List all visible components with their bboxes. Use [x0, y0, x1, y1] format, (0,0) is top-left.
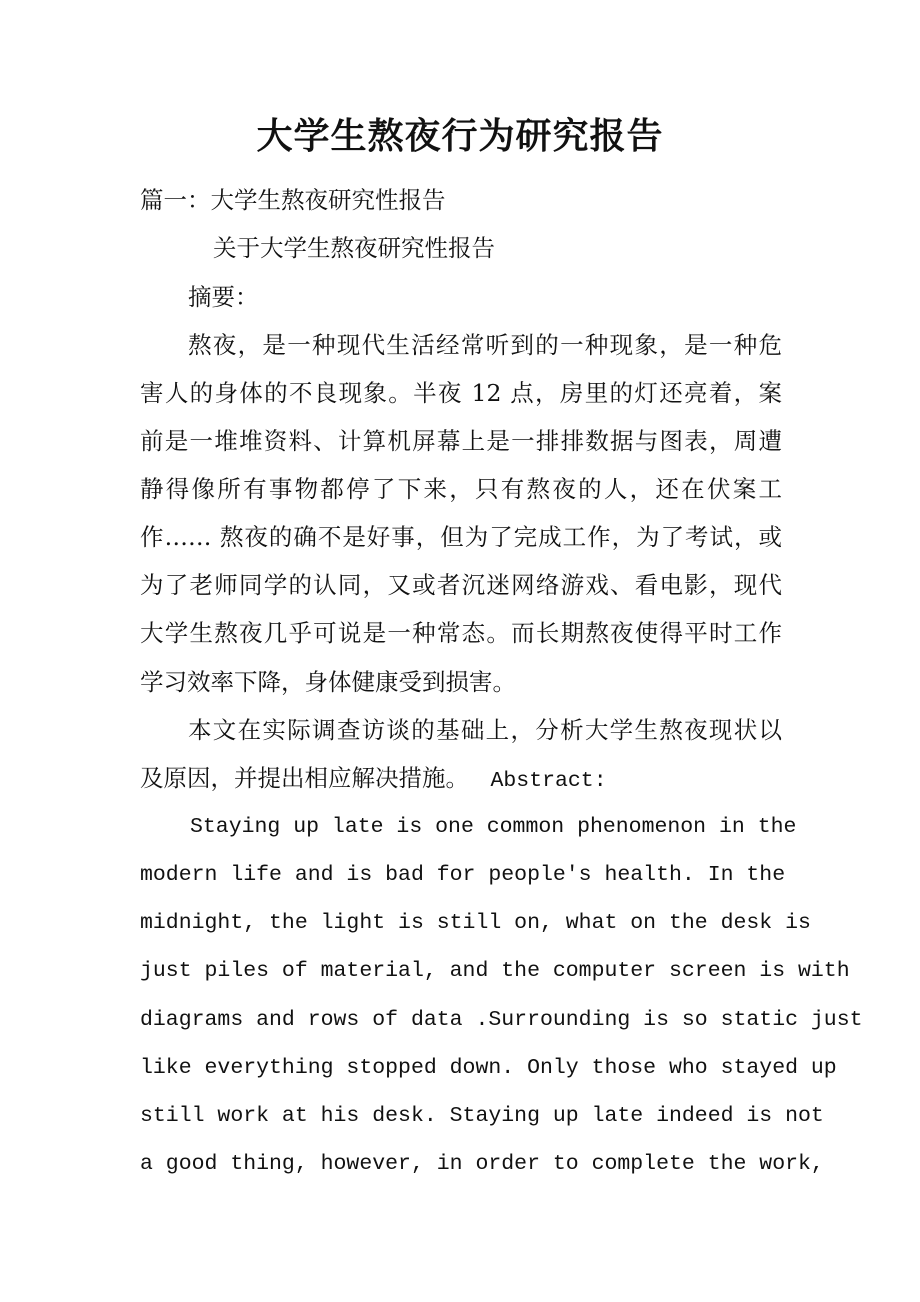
cn-para2-text: 及原因，并提出相应解决措施。 [140, 764, 469, 792]
section-heading: 篇一：大学生熬夜研究性报告 [140, 186, 446, 214]
en-abstract-line: a good thing, however, in order to complete the work, [140, 1152, 824, 1176]
cn-para1-line: 为了老师同学的认同，又或者沉迷网络游戏、看电影，现代 [140, 571, 782, 599]
cn-para1-line: 静得像所有事物都停了下来，只有熬夜的人，还在伏案工 [140, 475, 782, 503]
abstract-label: 摘要： [188, 283, 259, 311]
cn-para1-line: 熬夜，是一种现代生活经常听到的一种现象，是一种危 [188, 331, 782, 359]
report-subtitle: 关于大学生熬夜研究性报告 [213, 234, 495, 262]
en-abstract-line: like everything stopped down. Only those who stayed up [140, 1056, 837, 1080]
en-abstract-line: Staying up late is one common phenomenon in the [190, 815, 797, 839]
cn-para2-line: 本文在实际调查访谈的基础上，分析大学生熬夜现状以 [188, 716, 782, 744]
cn-para2-line-last [140, 762, 800, 797]
en-abstract-line: modern life and is bad for people's health. In the [140, 863, 786, 887]
cn-para1-line: 学习效率下降，身体健康受到损害。 [140, 668, 516, 696]
cn-para1-line: 前是一堆堆资料、计算机屏幕上是一排排数据与图表，周遭 [140, 427, 782, 455]
en-abstract-line: midnight, the light is still on, what on the desk is [140, 911, 811, 935]
cn-para1-line: 作…… 熬夜的确不是好事，但为了完成工作，为了考试，或 [140, 523, 782, 551]
abstract-en-label: Abstract: [490, 769, 607, 793]
document-title: 大学生熬夜行为研究报告 [256, 115, 664, 157]
cn-para1-line: 害人的身体的不良现象。半夜 12 点，房里的灯还亮着，案 [140, 379, 782, 407]
en-abstract-line: just piles of material, and the computer screen is with [140, 959, 850, 983]
cn-para1-line: 大学生熬夜几乎可说是一种常态。而长期熬夜使得平时工作 [140, 619, 782, 647]
en-abstract-line: still work at his desk. Staying up late indeed is not [140, 1104, 824, 1128]
en-abstract-line: diagrams and rows of data .Surrounding is so static just [140, 1008, 863, 1032]
